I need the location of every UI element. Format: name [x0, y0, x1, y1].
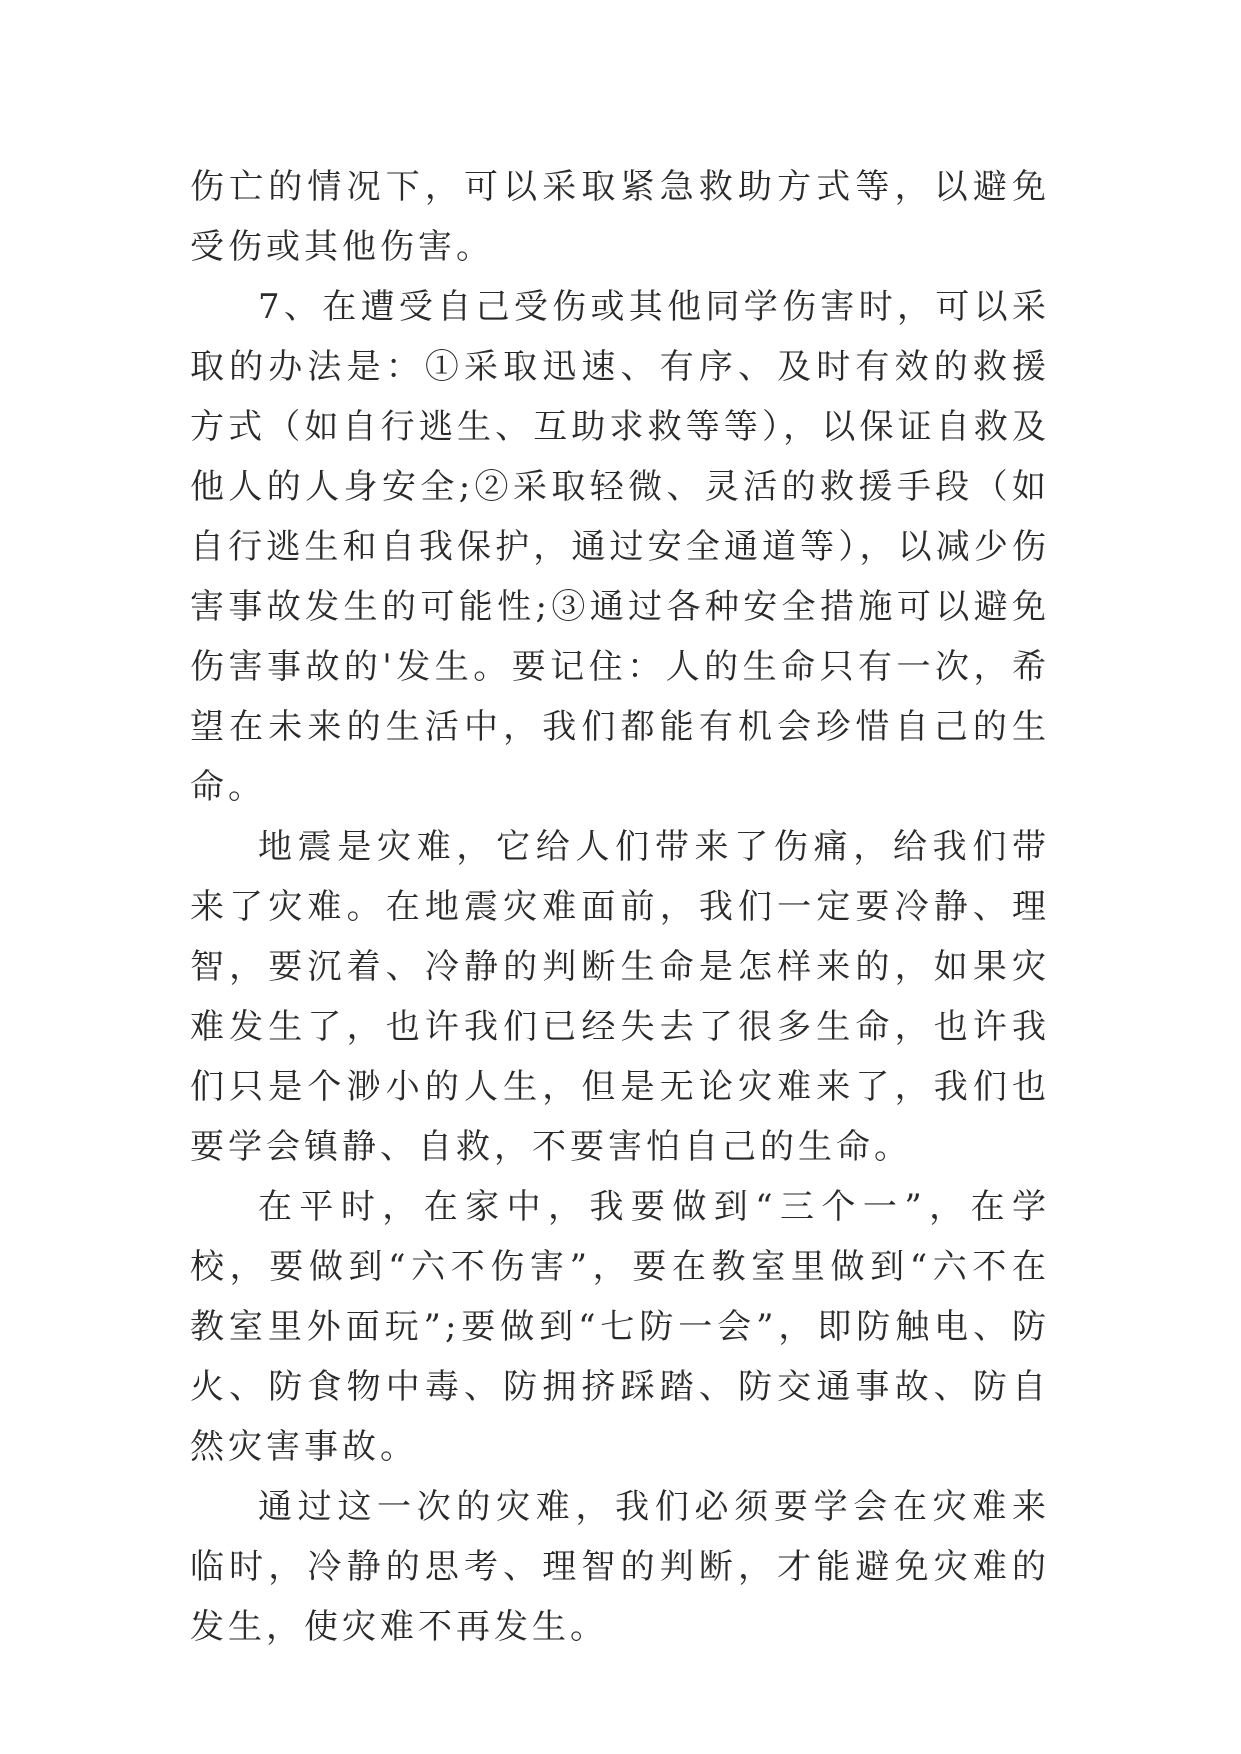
paragraph-conclusion: 通过这一次的灾难，我们必须要学会在灾难来临时，冷静的思考、理智的判断，才能避免灾难的发生，使灾难不再发生。	[190, 1487, 1050, 1647]
paragraph-earthquake: 地震是灾难，它给人们带来了伤痛，给我们带来了灾难。在地震灾难面前，我们一定要冷静、理智，要沉着、冷静的判断生命是怎样来的，如果灾难发生了，也许我们已经失去了很多生命，也许我们只是个渺小的人生，但是无论灾难来了，我们也要学会镇静、自救，不要害怕自己的生命。	[190, 827, 1050, 1167]
paragraph-item-7: 7、在遭受自己受伤或其他同学伤害时，可以采取的办法是：①采取迅速、有序、及时有效的救援方式（如自行逃生、互助求救等等），以保证自救及他人的人身安全;②采取轻微、灵活的救援手段（如自行逃生和自我保护，通过安全通道等），以减少伤害事故发生的可能性;③通过各种安全措施可以避免伤害事故的'发生。要记住：人的生命只有一次，希望在未来的生活中，我们都能有机会珍惜自己的生命。	[190, 287, 1050, 807]
document-body	[190, 157, 1050, 1657]
paragraph-daily-safety: 在平时，在家中，我要做到“三个一”，在学校，要做到“六不伤害”，要在教室里做到“六不在教室里外面玩”;要做到“七防一会”，即防触电、防火、防食物中毒、防拥挤踩踏、防交通事故、防自然灾害事故。	[190, 1187, 1050, 1467]
paragraph-continuation: 伤亡的情况下，可以采取紧急救助方式等，以避免受伤或其他伤害。	[190, 167, 1050, 267]
